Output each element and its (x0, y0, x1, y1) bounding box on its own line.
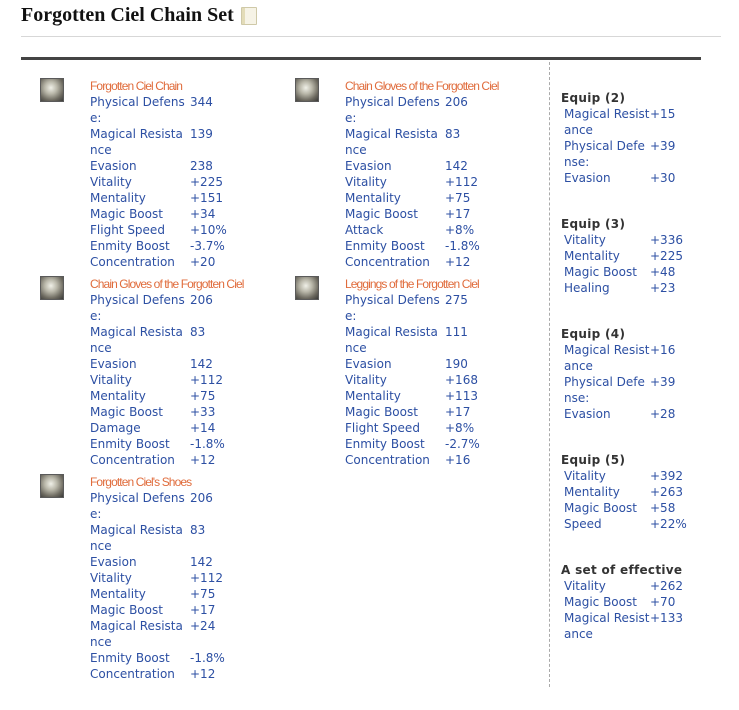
stat-row (564, 406, 721, 422)
stat-row (345, 126, 480, 158)
stat-value: -1.8% (445, 239, 480, 253)
stat-value: +70 (650, 595, 676, 609)
stat-row (90, 356, 225, 372)
stat-row (345, 190, 480, 206)
stat-value: +22% (650, 517, 687, 531)
stat-row (90, 292, 225, 324)
set-bonus-stats (564, 106, 721, 186)
stat-name: Magical Resistance (90, 325, 183, 355)
stat-row (564, 500, 721, 516)
stat-value: 83 (190, 523, 206, 537)
stat-name: Evasion (345, 159, 392, 173)
stat-value: +15 (650, 107, 676, 121)
set-bonus-stats (564, 342, 721, 422)
stat-row (90, 174, 227, 190)
stat-row (345, 356, 480, 372)
stat-value: 238 (190, 159, 213, 173)
stat-name: Magical Resistance (90, 523, 183, 553)
set-bonus-title: Equip (5) (561, 453, 626, 467)
stat-value: +16 (650, 343, 676, 357)
stat-row (564, 610, 721, 642)
stat-name: Attack (345, 223, 384, 237)
set-bonus-stats (564, 232, 721, 296)
stat-row (345, 292, 480, 324)
stat-row (345, 420, 480, 436)
stat-row (90, 522, 225, 554)
stat-value: +263 (650, 485, 683, 499)
stat-value: +8% (445, 421, 475, 435)
stat-row (90, 94, 227, 126)
item-name-link[interactable]: Chain Gloves of the Forgotten Ciel (345, 79, 499, 93)
stat-name: Magic Boost (345, 405, 418, 419)
stat-name: Concentration (345, 255, 430, 269)
stat-name: Mentality (564, 249, 620, 263)
stat-name: Magical Resistance (90, 127, 183, 157)
item-name-link[interactable]: Forgotten Ciel Chain (90, 79, 183, 93)
stat-name: Magic Boost (90, 603, 163, 617)
stat-row (90, 666, 225, 682)
stat-value: +28 (650, 407, 676, 421)
stat-row (345, 158, 480, 174)
stat-value: 206 (190, 293, 213, 307)
stat-value: +8% (445, 223, 475, 237)
stat-value: +16 (445, 453, 471, 467)
stat-value: -1.8% (190, 651, 225, 665)
stat-name: Magical Resistance (564, 107, 650, 137)
stat-row (90, 324, 225, 356)
stat-name: Vitality (564, 469, 606, 483)
book-icon (241, 7, 257, 25)
stat-name: Concentration (90, 667, 175, 681)
item-stats (90, 94, 227, 270)
stat-value: +23 (650, 281, 676, 295)
stat-row (90, 254, 227, 270)
stat-name: Physical Defense: (564, 139, 645, 169)
stat-name: Enmity Boost (345, 437, 425, 451)
stat-value: +133 (650, 611, 683, 625)
stat-value: 142 (445, 159, 468, 173)
stat-name: Magical Resistance (564, 343, 650, 373)
stat-name: Evasion (564, 407, 611, 421)
stat-value: +33 (190, 405, 216, 419)
stat-row (564, 516, 721, 532)
stat-value: +17 (445, 405, 471, 419)
stat-row (90, 618, 225, 650)
stat-name: Vitality (90, 571, 132, 585)
stat-value: +17 (190, 603, 216, 617)
stat-row (90, 570, 225, 586)
stat-value: +112 (190, 373, 223, 387)
stat-value: 142 (190, 555, 213, 569)
stat-name: Physical Defense: (90, 293, 185, 323)
stat-row (345, 94, 480, 126)
stat-value: -3.7% (190, 239, 225, 253)
stat-row (564, 484, 721, 500)
stat-name: Damage (90, 421, 141, 435)
stat-name: Magic Boost (564, 595, 637, 609)
item-name-link[interactable]: Leggings of the Forgotten Ciel (345, 277, 479, 291)
stat-name: Mentality (90, 389, 146, 403)
stat-row (564, 264, 721, 280)
stat-name: Healing (564, 281, 610, 295)
stat-value: 142 (190, 357, 213, 371)
stat-value: +75 (445, 191, 471, 205)
stat-name: Mentality (90, 587, 146, 601)
stat-value: -2.7% (445, 437, 480, 451)
stat-row (90, 436, 225, 452)
item-name-link[interactable]: Chain Gloves of the Forgotten Ciel (90, 277, 244, 291)
stat-row (564, 468, 721, 484)
stat-value: +12 (445, 255, 471, 269)
stat-value: 83 (445, 127, 461, 141)
chain-armor-icon[interactable] (40, 78, 64, 102)
stat-value: +48 (650, 265, 676, 279)
stat-row (90, 126, 227, 158)
stat-value: +12 (190, 667, 216, 681)
stat-name: Physical Defense: (345, 95, 440, 125)
set-bonus-block (561, 90, 721, 186)
stat-value: 111 (445, 325, 468, 339)
title-divider (21, 36, 721, 37)
stat-name: Magic Boost (90, 207, 163, 221)
stat-row (90, 650, 225, 666)
set-bonus-stats (564, 578, 721, 642)
stat-value: +14 (190, 421, 216, 435)
set-bonus-stats (564, 468, 721, 532)
stat-row (345, 222, 480, 238)
stat-row (90, 372, 225, 388)
stat-name: Evasion (90, 159, 137, 173)
stat-row (90, 158, 227, 174)
set-bonus-block (561, 216, 721, 296)
set-bonus-title: Equip (3) (561, 217, 626, 231)
stat-name: Magical Resistance (90, 619, 183, 649)
stat-row (345, 404, 480, 420)
stat-row (564, 280, 721, 296)
stat-value: +20 (190, 255, 216, 269)
stat-name: Physical Defense: (90, 491, 185, 521)
stat-name: Magical Resistance (345, 325, 438, 355)
stat-value: +12 (190, 453, 216, 467)
stat-name: Magic Boost (345, 207, 418, 221)
stat-name: Magical Resistance (564, 611, 650, 641)
stat-name: Enmity Boost (90, 437, 170, 451)
stat-value: +39 (650, 375, 676, 389)
stat-name: Mentality (345, 191, 401, 205)
stat-value: 83 (190, 325, 206, 339)
stat-name: Vitality (90, 175, 132, 189)
stat-name: Flight Speed (90, 223, 165, 237)
stat-value: +34 (190, 207, 216, 221)
stat-name: Mentality (345, 389, 401, 403)
stat-name: Evasion (345, 357, 392, 371)
stat-row (564, 248, 721, 264)
stat-value: 139 (190, 127, 213, 141)
chain-leggings-icon[interactable] (295, 276, 319, 300)
stat-row (345, 388, 480, 404)
stat-name: Vitality (564, 233, 606, 247)
item-stats (345, 94, 480, 270)
stat-value: +151 (190, 191, 223, 205)
stat-name: Evasion (90, 357, 137, 371)
stat-name: Evasion (564, 171, 611, 185)
column-divider (549, 62, 550, 687)
stat-name: Magic Boost (90, 405, 163, 419)
stat-name: Magical Resistance (345, 127, 438, 157)
stat-row (345, 254, 480, 270)
stat-row (564, 342, 721, 374)
stat-value: +262 (650, 579, 683, 593)
stat-value: +168 (445, 373, 478, 387)
stat-name: Physical Defense: (345, 293, 440, 323)
stat-name: Flight Speed (345, 421, 420, 435)
stat-row (564, 232, 721, 248)
stat-value: 206 (445, 95, 468, 109)
stat-row (564, 138, 721, 170)
stat-row (564, 374, 721, 406)
stat-name: Physical Defense: (90, 95, 185, 125)
stat-name: Vitality (564, 579, 606, 593)
stat-row (345, 372, 480, 388)
item-stats (345, 292, 480, 468)
stat-row (564, 106, 721, 138)
stat-row (90, 602, 225, 618)
stat-value: +225 (190, 175, 223, 189)
stat-name: Evasion (90, 555, 137, 569)
stat-name: Concentration (90, 255, 175, 269)
stat-value: +24 (190, 619, 216, 633)
stat-name: Concentration (345, 453, 430, 467)
page-title (21, 4, 257, 27)
stat-value: +113 (445, 389, 478, 403)
stat-value: +10% (190, 223, 227, 237)
stat-value: +75 (190, 389, 216, 403)
set-bonus-block (561, 562, 721, 642)
set-bonus-title: Equip (4) (561, 327, 626, 341)
stat-row (90, 420, 225, 436)
set-bonus-block (561, 452, 721, 532)
stat-value: +30 (650, 171, 676, 185)
stat-value: 206 (190, 491, 213, 505)
stat-name: Enmity Boost (90, 239, 170, 253)
stat-name: Enmity Boost (90, 651, 170, 665)
stat-value: +112 (190, 571, 223, 585)
stat-row (345, 436, 480, 452)
stat-value: +392 (650, 469, 683, 483)
stat-row (564, 170, 721, 186)
item-stats (90, 490, 225, 682)
chain-gloves-icon[interactable] (40, 276, 64, 300)
stat-value: +39 (650, 139, 676, 153)
stat-name: Speed (564, 517, 602, 531)
stat-row (345, 174, 480, 190)
stat-name: Enmity Boost (345, 239, 425, 253)
stat-value: 344 (190, 95, 213, 109)
section-divider (21, 57, 701, 60)
stat-name: Magic Boost (564, 265, 637, 279)
item-name-link[interactable]: Forgotten Ciel's Shoes (90, 475, 192, 489)
stat-row (90, 586, 225, 602)
stat-row (90, 490, 225, 522)
stat-name: Concentration (90, 453, 175, 467)
stat-value: +17 (445, 207, 471, 221)
set-bonus-title: Equip (2) (561, 91, 626, 105)
set-bonus-title: A set of effective (561, 563, 683, 577)
stat-value: 275 (445, 293, 468, 307)
stat-row (90, 206, 227, 222)
stat-row (90, 404, 225, 420)
set-bonus-block (561, 326, 721, 422)
stat-row (90, 222, 227, 238)
stat-row (345, 238, 480, 254)
stat-name: Mentality (564, 485, 620, 499)
stat-value: +225 (650, 249, 683, 263)
stat-row (345, 206, 480, 222)
stat-row (345, 452, 480, 468)
stat-row (564, 594, 721, 610)
stat-value: 190 (445, 357, 468, 371)
stat-value: +336 (650, 233, 683, 247)
stat-row (90, 190, 227, 206)
stat-name: Vitality (345, 373, 387, 387)
stat-row (90, 238, 227, 254)
chain-shoes-icon[interactable] (40, 474, 64, 498)
stat-row (564, 578, 721, 594)
stat-name: Physical Defense: (564, 375, 645, 405)
stat-value: -1.8% (190, 437, 225, 451)
stat-row (90, 554, 225, 570)
stat-value: +58 (650, 501, 676, 515)
stat-row (90, 452, 225, 468)
stat-name: Vitality (90, 373, 132, 387)
stat-name: Mentality (90, 191, 146, 205)
chain-gloves-icon[interactable] (295, 78, 319, 102)
stat-row (90, 388, 225, 404)
stat-name: Magic Boost (564, 501, 637, 515)
stat-name: Vitality (345, 175, 387, 189)
item-stats (90, 292, 225, 468)
page-title-text: Forgotten Ciel Chain Set (21, 4, 234, 26)
stat-row (345, 324, 480, 356)
stat-value: +112 (445, 175, 478, 189)
stat-value: +75 (190, 587, 216, 601)
